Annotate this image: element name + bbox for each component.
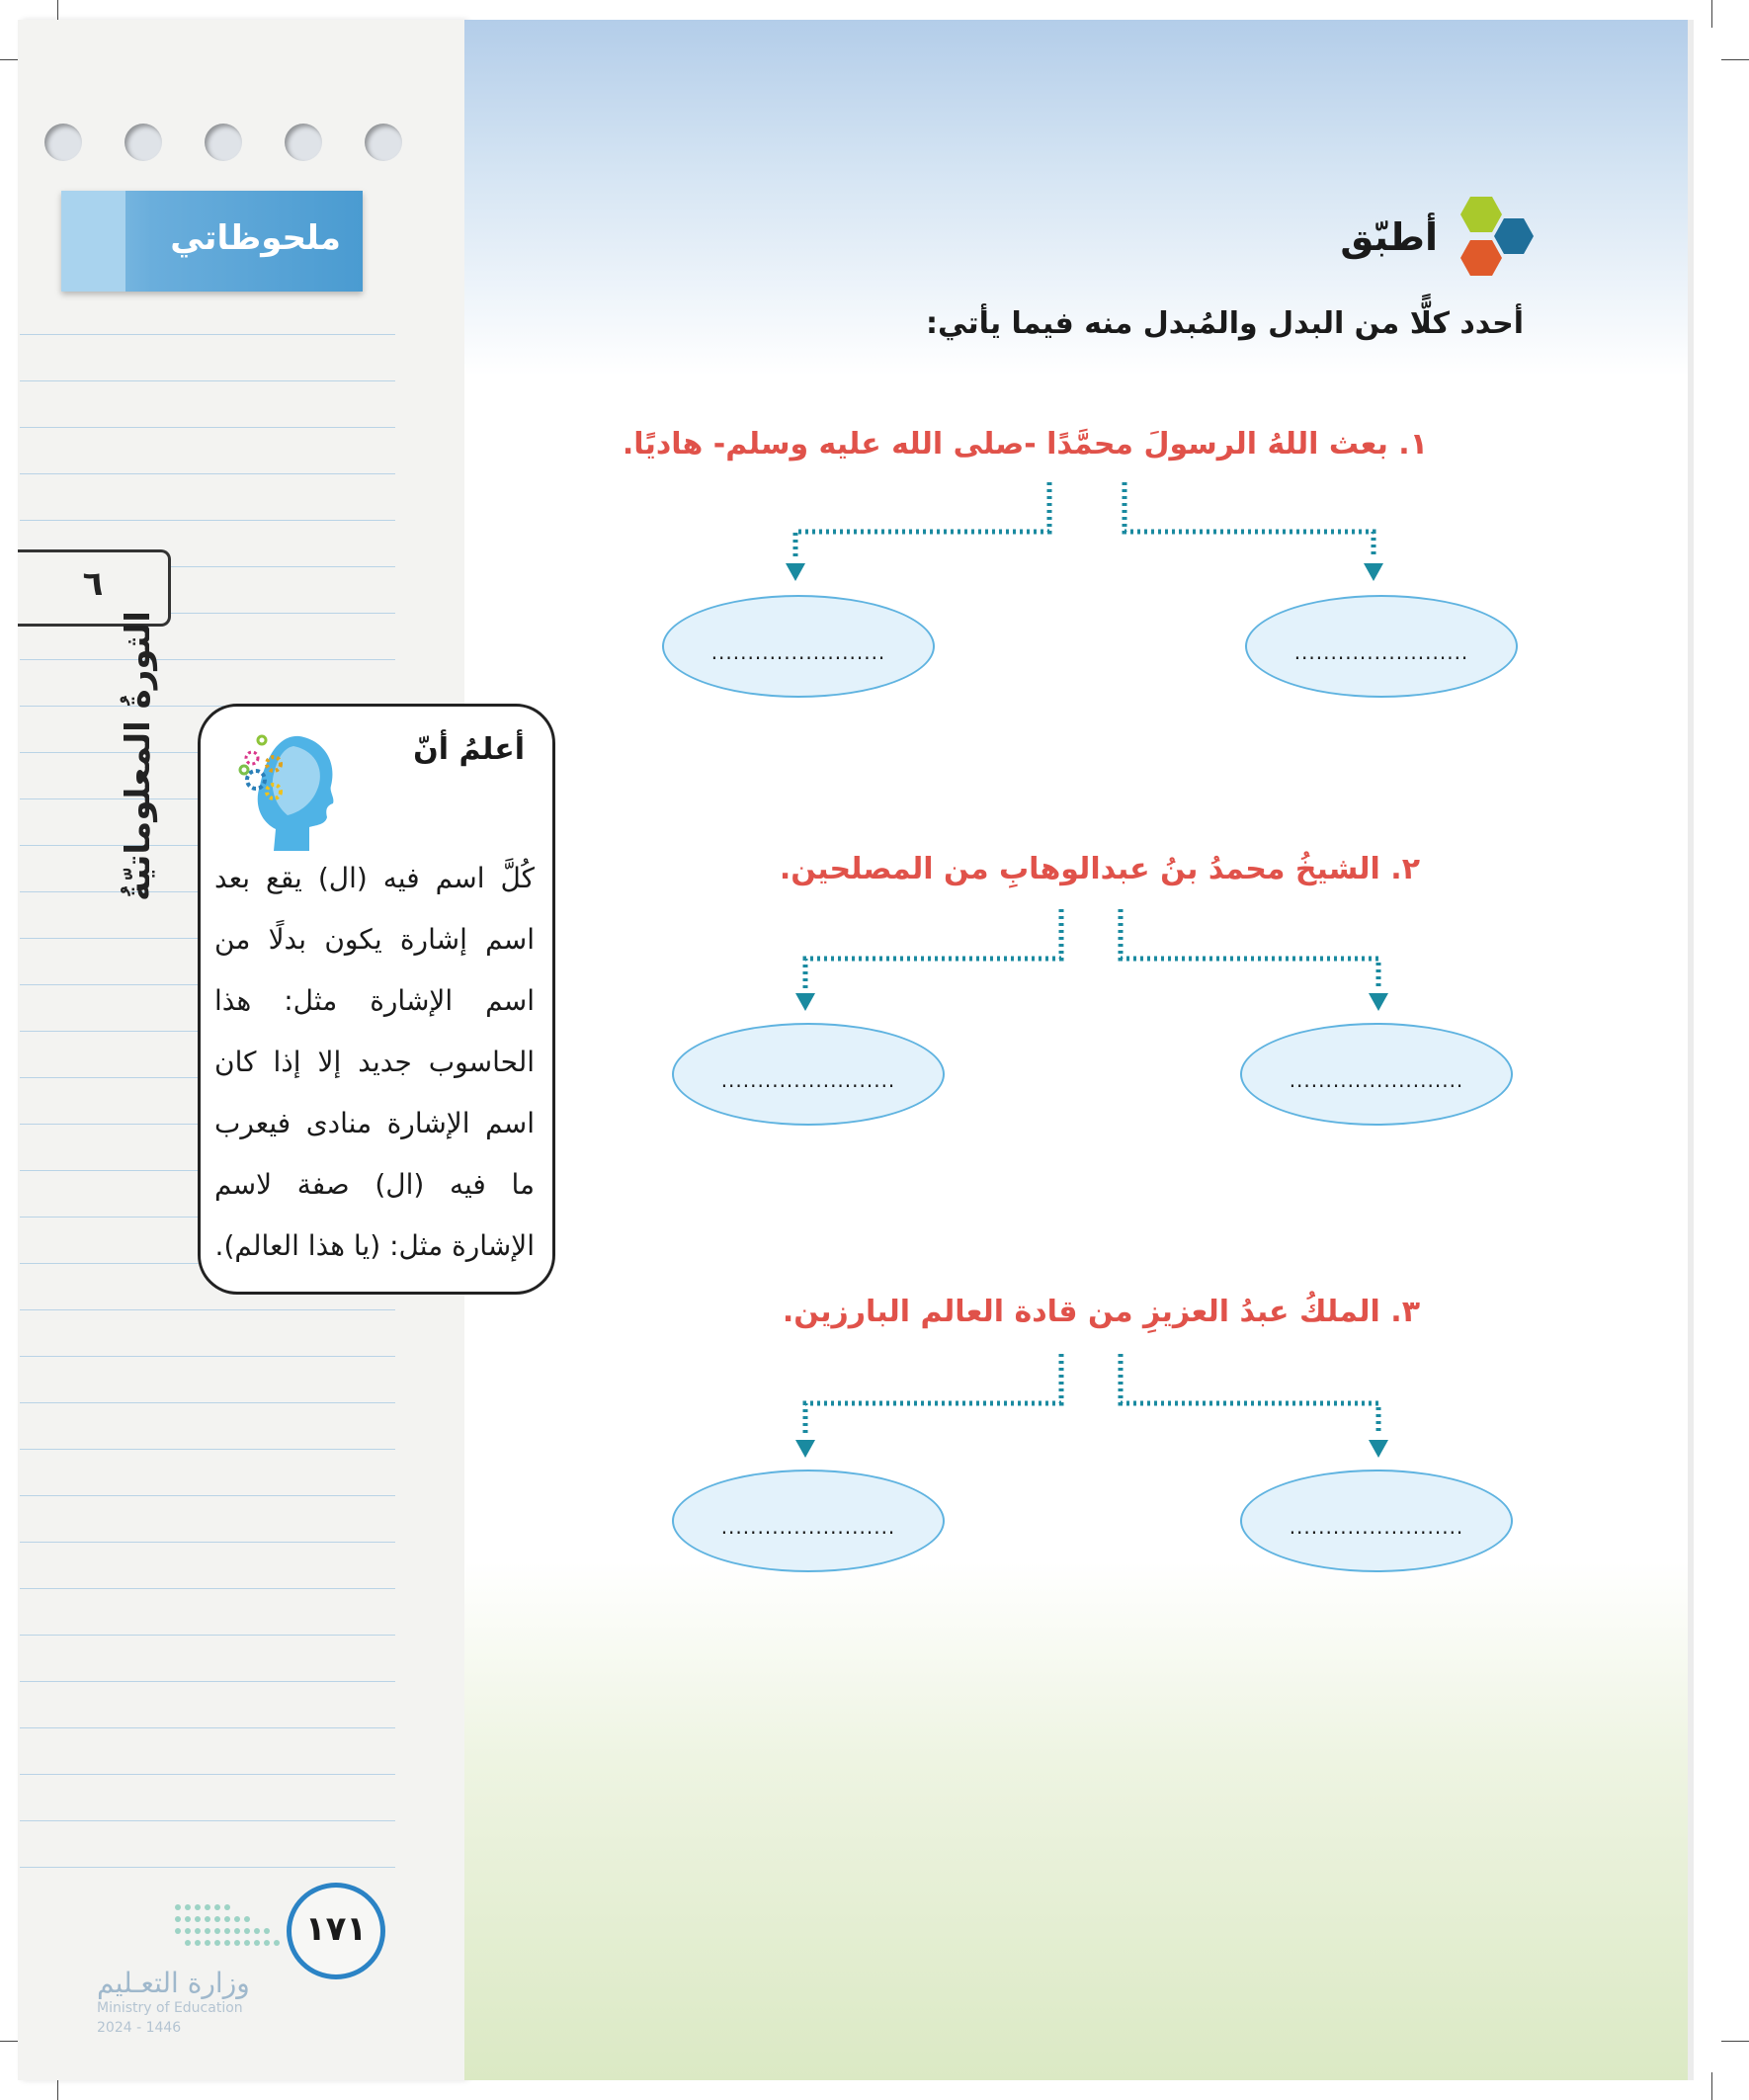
binder-hole <box>125 124 162 161</box>
question-1: ١. بعث اللهُ الرسولَ محمَّدًا -صلى الله عليه وسلم- هاديًا. <box>622 427 1428 462</box>
question-3: ٣. الملكُ عبدُ العزيزِ من قادة العالم البارزين. <box>782 1295 1420 1329</box>
ruled-line <box>20 1309 395 1310</box>
ruled-line <box>20 427 395 428</box>
answer-oval-q1-right[interactable] <box>1245 595 1518 698</box>
ruled-line <box>20 1588 395 1589</box>
know-box-title: أعلمُ أنّ <box>413 732 525 767</box>
binder-hole <box>205 124 242 161</box>
answer-blank: ........................ <box>710 640 886 664</box>
ruled-line <box>20 1727 395 1728</box>
ruled-line <box>20 334 395 335</box>
ruled-line <box>20 380 395 381</box>
answer-oval-q1-left[interactable] <box>662 595 935 698</box>
ruled-line <box>20 1495 395 1496</box>
arrow-head <box>1364 563 1383 581</box>
answer-blank: ........................ <box>720 1068 896 1092</box>
ruled-line <box>20 1681 395 1682</box>
unit-number: ٦ <box>82 564 104 604</box>
binder-hole <box>285 124 322 161</box>
unit-title <box>114 611 163 901</box>
page-edge <box>1688 20 1694 2080</box>
ruled-line <box>20 1356 395 1357</box>
answer-oval-q2-right[interactable] <box>1240 1023 1513 1126</box>
connector-line <box>795 482 1049 558</box>
arrow-head <box>786 563 805 581</box>
ministry-name-ar: وزارة التعـليم <box>97 1967 250 1999</box>
answer-oval-q2-left[interactable] <box>672 1023 945 1126</box>
ruled-line <box>20 659 395 660</box>
connector-line <box>1124 482 1374 558</box>
answer-oval-q3-left[interactable] <box>672 1470 945 1572</box>
unit-title-text: الثورةُ المعلوماتيّةُ <box>119 611 158 901</box>
crop-mark <box>1711 2072 1712 2100</box>
answer-oval-q3-right[interactable] <box>1240 1470 1513 1572</box>
ruled-line <box>20 1774 395 1775</box>
crop-mark <box>1721 59 1749 60</box>
edition-year: 2024 - 1446 <box>97 2020 182 2036</box>
apply-title: أطبّق <box>1340 215 1438 259</box>
answer-blank: ........................ <box>1289 1068 1464 1092</box>
answer-blank: ........................ <box>1289 1515 1464 1539</box>
page-number-badge <box>287 1883 385 1979</box>
ruled-line <box>20 520 395 521</box>
ruled-line <box>20 1449 395 1450</box>
page-number: ١٧١ <box>304 1909 368 1949</box>
ruled-line <box>20 1867 395 1868</box>
notes-tab <box>61 191 363 292</box>
ministry-logo-dots <box>168 1895 292 1955</box>
crop-mark <box>1711 0 1712 28</box>
answer-blank: ........................ <box>720 1515 896 1539</box>
ruled-line <box>20 1635 395 1636</box>
ruled-line <box>20 1542 395 1543</box>
notes-title: ملحوظاتي <box>170 218 341 258</box>
arrow-head <box>795 1440 815 1458</box>
crop-mark <box>1721 2041 1749 2042</box>
connector-line <box>805 1354 1061 1435</box>
know-box-text: كُلَّ اسم فيه (ال) يقع بعد اسم إشارة يكون بدلًا من اسم الإشارة مثل: هذا الحاسوب جديد إلا إذا كان اسم الإشارة منادى فيعرب ما فيه (ال) صفة لاسم الإشارة مثل: (يا هذا العالم). <box>214 862 535 1262</box>
know-box <box>198 704 555 1295</box>
connector-line <box>1121 1354 1378 1435</box>
connector-line <box>805 909 1061 988</box>
thinking-head-icon <box>230 726 339 855</box>
hexagon-cluster-icon <box>1449 193 1540 282</box>
ruled-line <box>20 473 395 474</box>
ministry-name-en: Ministry of Education <box>97 2000 243 2016</box>
answer-blank: ........................ <box>1293 640 1469 664</box>
instruction-text: أحدد كلًّا من البدل والمُبدل منه فيما يأتي: <box>925 306 1524 341</box>
binder-hole <box>44 124 82 161</box>
arrow-head <box>1369 993 1388 1011</box>
ruled-line <box>20 1402 395 1403</box>
ruled-line <box>20 1820 395 1821</box>
binder-hole <box>365 124 402 161</box>
question-2: ٢. الشيخُ محمدُ بنُ عبدالوهابِ من المصلحين. <box>779 852 1420 886</box>
arrow-head <box>795 993 815 1011</box>
connector-line <box>1121 909 1378 988</box>
tab-stripe <box>61 191 125 292</box>
arrow-head <box>1369 1440 1388 1458</box>
